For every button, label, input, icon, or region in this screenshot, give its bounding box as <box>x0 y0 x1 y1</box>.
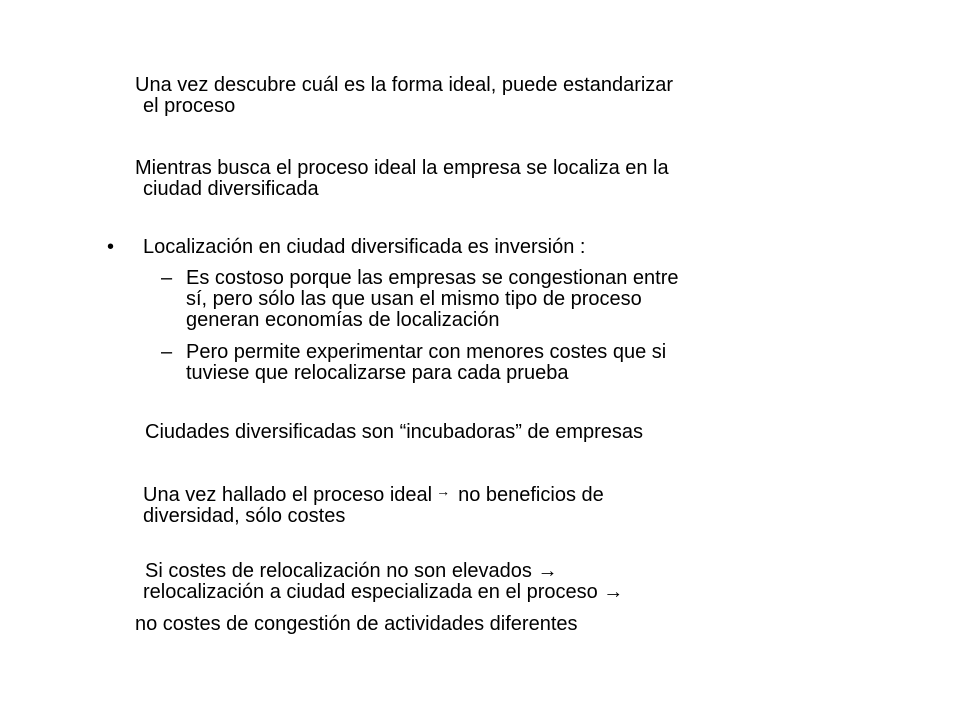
arrow-right-icon: → <box>436 483 451 499</box>
sub-item-1-marker: – <box>161 267 173 289</box>
para-standardize <box>135 75 673 117</box>
para-search-process-line-2: ciudad diversificada <box>143 178 319 200</box>
sub-item-1-line-2: sí, pero sólo las que usan el mismo tipo de proceso <box>186 288 642 310</box>
sub-item-2-marker: – <box>161 341 173 363</box>
sub-item-1-line-3: generan economías de localización <box>186 309 500 331</box>
sub-item-1-line-1: Es costoso porque las empresas se congestionan entre <box>186 267 679 289</box>
sub-item-2-line-2: tuviese que relocalizarse para cada prueba <box>186 362 569 384</box>
para-relocation <box>143 561 623 603</box>
sub-item-2 <box>186 342 666 384</box>
para-incubators: Ciudades diversificadas son “incubadoras” de empresas <box>145 421 644 443</box>
bullet-marker: • <box>107 236 115 258</box>
para-relocation-line-3: no costes de congestión de actividades diferentes <box>135 613 578 635</box>
para-standardize-line-2: el proceso <box>143 95 236 117</box>
bullet-text: Localización en ciudad diversificada es inversión : <box>143 236 586 258</box>
para-standardize-line-1: Una vez descubre cuál es la forma ideal, puede estandarizar <box>135 74 674 96</box>
para-search-process <box>135 158 669 200</box>
para-ideal-found-line-1: Una vez hallado el proceso ideal → no beneficios de <box>143 483 604 506</box>
para-relocation-line-2: relocalización a ciudad especializada en el proceso → <box>143 581 624 603</box>
sub-item-2-line-1: Pero permite experimentar con menores costes que si <box>186 341 667 363</box>
para-ideal-found <box>143 481 604 527</box>
para-search-process-line-1: Mientras busca el proceso ideal la empresa se localiza en la <box>135 157 669 179</box>
para-ideal-found-line-2: diversidad, sólo costes <box>143 505 346 527</box>
sub-item-1 <box>186 268 679 331</box>
para-relocation-line-1: Si costes de relocalización no son elevados → <box>145 560 558 582</box>
